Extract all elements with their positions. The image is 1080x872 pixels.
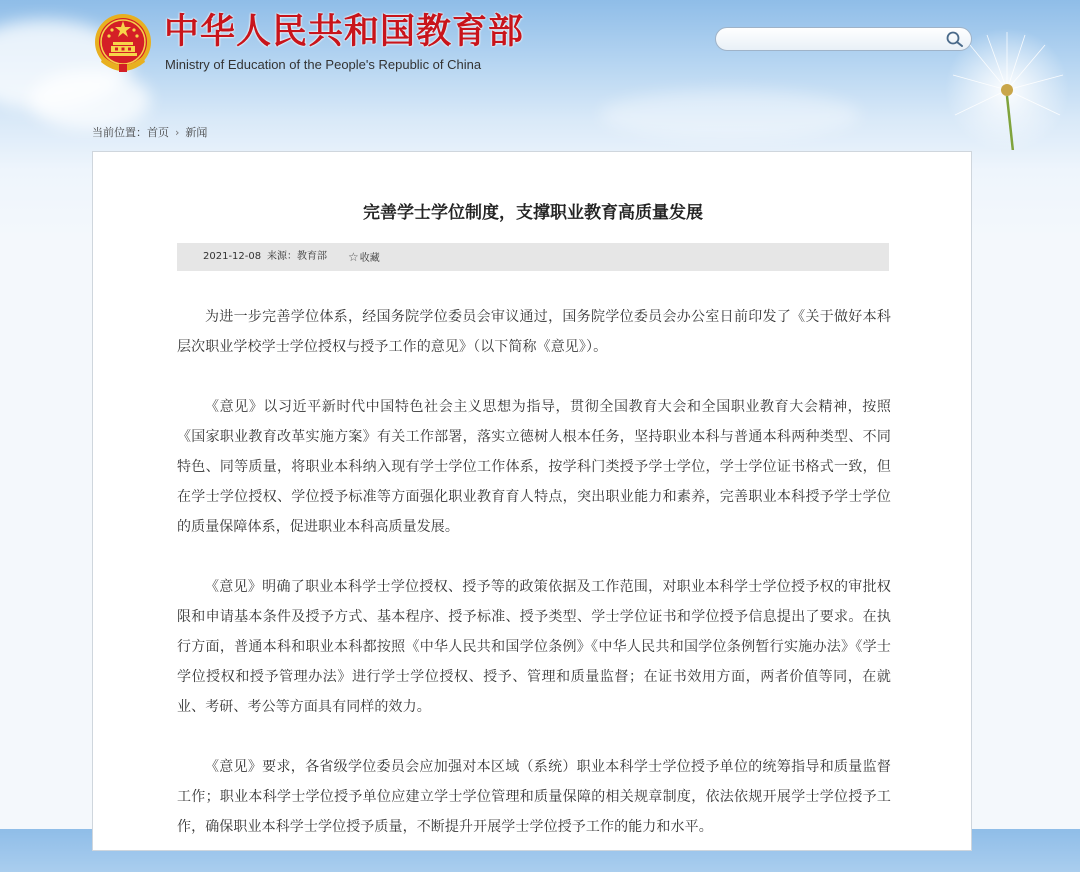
article-body	[177, 302, 891, 872]
breadcrumb-separator: ›	[175, 126, 180, 139]
breadcrumb-label: 当前位置：	[92, 126, 147, 139]
article-paragraph: 《意见》要求，各省级学位委员会应加强对本区域（系统）职业本科学士学位授予单位的统筹指导和质量监督工作；职业本科学士学位授予单位应建立学士学位管理和质量保障的相关规章制度，依法依规开展学士学位授予工作，确保职业本科学士学位授予质量，不断提升开展学士学位授予工作的能力和水平。	[177, 759, 891, 835]
article-meta-bar	[177, 243, 889, 271]
article-title: 完善学士学位制度，支撑职业教育高质量发展	[363, 203, 703, 223]
search-input[interactable]	[728, 31, 938, 47]
breadcrumb	[92, 126, 207, 140]
dandelion-decoration-icon	[935, 20, 1075, 150]
cloud-decoration	[30, 70, 150, 130]
article-paragraph: 《意见》以习近平新时代中国特色社会主义思想为指导，贯彻全国教育大会和全国职业教育大会精神，按照《国家职业教育改革实施方案》有关工作部署，落实立德树人根本任务，坚持职业本科与普通本科两种类型、不同特色、同等质量，将职业本科纳入现有学士学位工作体系，按学科门类授予学士学位，学士学位证书格式一致，但在学士学位授权、学位授予标准等方面强化职业教育育人特点，突出职业能力和素养，完善职业本科授予学士学位的质量保障体系，促进职业本科高质量发展。	[177, 399, 891, 535]
cloud-decoration	[600, 90, 860, 140]
search-box	[715, 27, 972, 51]
article-source: 来源：教育部	[267, 251, 327, 262]
favorite-button[interactable]	[348, 243, 380, 273]
article-paragraph: 为进一步完善学位体系，经国务院学位委员会审议通过，国务院学位委员会办公室日前印发了《关于做好本科层次职业学校学士学位授权与授予工作的意见》（以下简称《意见》）。	[177, 309, 891, 355]
article-panel	[92, 151, 972, 851]
national-emblem-icon	[93, 12, 153, 74]
star-icon: ☆	[348, 250, 359, 264]
article-paragraph: 《意见》明确了职业本科学士学位授权、授予等的政策依据及工作范围，对职业本科学士学位授予权的审批权限和申请基本条件及授予方式、基本程序、授予标准、授予类型、学士学位证书和学位授予信息提出了要求。在执行方面，普通本科和职业本科都按照《中华人民共和国学位条例》《中华人民共和国学位条例暂行实施办法》《学士学位授权和授予管理办法》进行学士学位授权、授予、管理和质量监督；在证书效用方面，两者价值等同，在就业、考研、考公等方面具有同样的效力。	[177, 579, 891, 715]
breadcrumb-home-link[interactable]: 首页	[147, 126, 169, 139]
site-title: 中华人民共和国教育部	[164, 12, 525, 52]
site-subtitle: Ministry of Education of the People's Republic of China	[165, 57, 482, 72]
breadcrumb-current-link[interactable]: 新闻	[185, 126, 208, 139]
article-date: 2021-12-08	[203, 251, 262, 262]
favorite-label: 收藏	[359, 253, 380, 264]
